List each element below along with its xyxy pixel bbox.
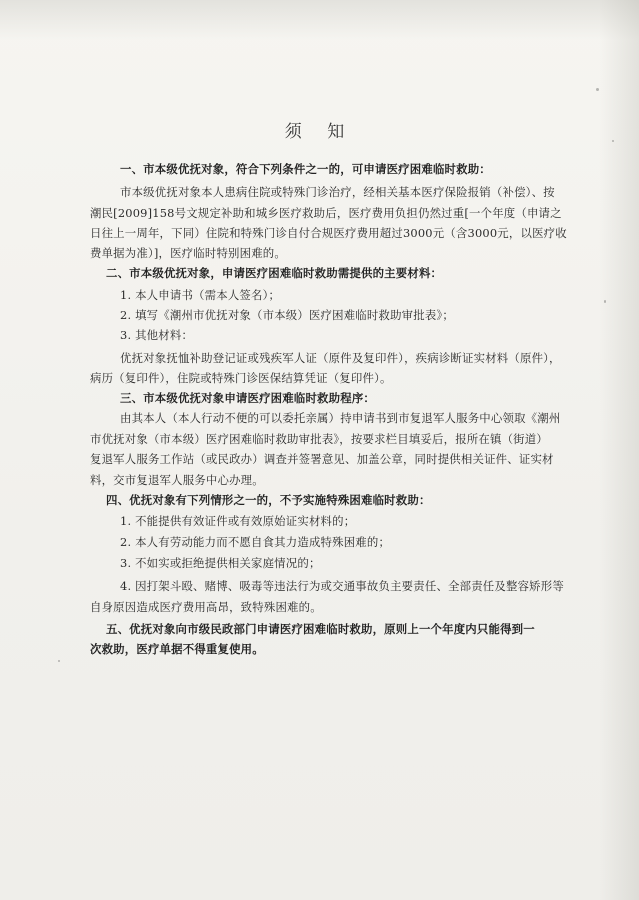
section-4-item: 1. 不能提供有效证件或有效原始证实材料的； <box>120 514 356 528</box>
section-1-paragraph-line: 潮民[2009]158号文规定补助和城乡医疗救助后，医疗费用负担仍然过重[一个年度（申请之 <box>90 206 562 220</box>
scan-speck <box>604 300 606 303</box>
section-2-item: 3. 其他材料： <box>120 328 194 342</box>
section-3-paragraph-line: 由其本人（本人行动不便的可以委托亲属）持申请书到市复退军人服务中心领取《潮州 <box>120 411 561 425</box>
section-4-item: 3. 不如实或拒绝提供相关家庭情况的； <box>120 556 321 570</box>
section-1-paragraph-line: 市本级优抚对象本人患病住院或特殊门诊治疗，经相关基本医疗保险报销（补偿）、按 <box>120 185 555 199</box>
section-2-item: 2. 填写《潮州市优抚对象（市本级）医疗困难临时救助审批表》； <box>120 308 454 322</box>
section-2-paragraph-line: 病历（复印件），住院或特殊门诊医保结算凭证（复印件）。 <box>90 371 392 385</box>
section-1-paragraph-line: 日往上一周年，下同）住院和特殊门诊自付合规医疗费用超过3000元（含3000元，以医疗收 <box>90 226 567 240</box>
document-title: 须 知 <box>284 122 355 142</box>
section-2-paragraph-line: 优抚对象抚恤补助登记证或残疾军人证（原件及复印件），疾病诊断证实材料（原件）， <box>120 351 561 365</box>
scan-speck <box>58 660 60 662</box>
section-4-item: 2. 本人有劳动能力而不愿自食其力造成特殊困难的； <box>120 535 391 549</box>
section-4-item: 4. 因打架斗殴、赌博、吸毒等违法行为或交通事故负主要责任、全部责任及整容矫形等 <box>120 579 564 593</box>
section-5-heading-continuation: 次救助，医疗单据不得重复使用。 <box>90 642 264 656</box>
section-3-paragraph-line: 市优抚对象（市本级）医疗困难临时救助审批表》，按要求栏目填妥后，报所在镇（街道） <box>90 432 548 446</box>
scan-edge-shadow-top <box>0 0 639 40</box>
scan-speck <box>596 88 599 91</box>
section-5-heading: 五、优抚对象向市级民政部门申请医疗困难临时救助，原则上一个年度内只能得到一 <box>106 622 535 636</box>
section-1-heading: 一、市本级优抚对象，符合下列条件之一的，可申请医疗困难临时救助： <box>120 162 491 176</box>
section-4-heading: 四、优抚对象有下列情形之一的，不予实施特殊困难临时救助： <box>106 493 431 507</box>
section-3-paragraph-line: 复退军人服务工作站（或民政办）调查并签署意见、加盖公章，同时提供相关证件、证实材 <box>90 452 554 466</box>
section-3-heading: 三、市本级优抚对象申请医疗困难临时救助程序： <box>120 391 375 405</box>
section-2-heading: 二、市本级优抚对象，申请医疗困难临时救助需提供的主要材料： <box>106 266 443 280</box>
section-3-paragraph-line: 料，交市复退军人服务中心办理。 <box>90 473 264 487</box>
section-4-item-continuation: 自身原因造成医疗费用高昂，致特殊困难的。 <box>90 600 322 614</box>
section-2-item: 1. 本人申请书（需本人签名）； <box>120 288 281 302</box>
section-1-paragraph-line: 费单据为准）]，医疗临时特别困难的。 <box>90 246 286 260</box>
